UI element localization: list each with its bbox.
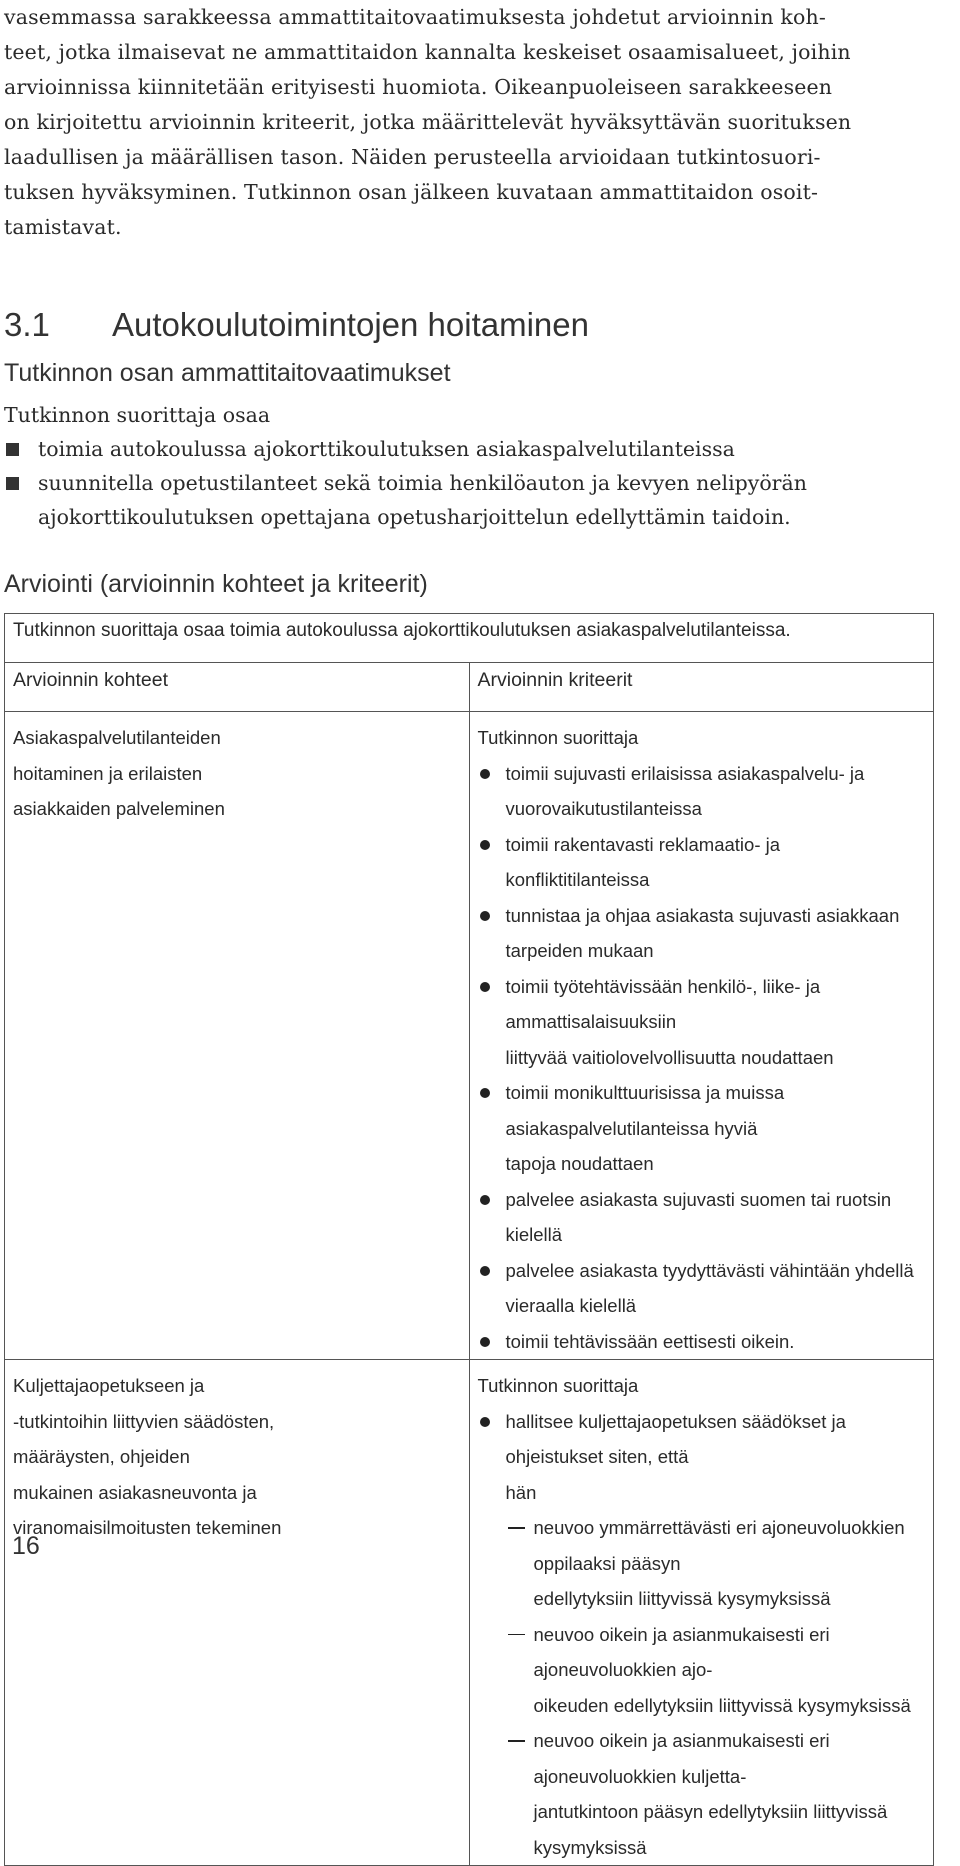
bullet-icon <box>480 1337 490 1347</box>
intro-paragraph <box>4 0 936 245</box>
skill-line: ajokorttikoulutuksen opettajana opetusharjoittelun edellyttämin taidoin. <box>38 505 791 529</box>
criterion-line: hän <box>505 1481 537 1503</box>
criterion-line: tapoja noudattaen <box>505 1153 654 1174</box>
intro-line: tamistavat. <box>4 215 122 239</box>
criterion-line: palvelee asiakasta sujuvasti suomen tai ruotsin kielellä <box>505 1188 892 1245</box>
list-item <box>478 1404 926 1866</box>
subsection-heading: Tutkinnon osan ammattitaitovaatimukset <box>4 359 451 387</box>
criterion-line: hallitsee kuljettajaopetuksen säädökset ja ohjeistukset siten, että <box>505 1410 846 1467</box>
bullet-icon <box>480 1088 490 1098</box>
list-item <box>506 1617 926 1724</box>
criteria-list <box>478 1404 926 1866</box>
skills-list <box>4 432 934 534</box>
target-line: määräysten, ohjeiden <box>13 1446 190 1467</box>
skills-lead: Tutkinnon suorittaja osaa <box>4 403 271 427</box>
criterion-line: tunnistaa ja ohjaa asiakasta sujuvasti asiakkaan tarpeiden mukaan <box>505 904 900 961</box>
list-item <box>478 969 926 1076</box>
criterion-line: liittyvää vaitiolovelvollisuutta noudattaen <box>505 1046 834 1068</box>
sub-criterion-line: neuvoo oikein ja asianmukaisesti eri ajoneuvoluokkien ajo- <box>533 1623 830 1680</box>
intro-line: arvioinnissa kiinnitetään erityisesti huomiota. Oikeanpuoleiseen sarakkeeseen <box>4 75 833 99</box>
criteria-lead: Tutkinnon suorittaja <box>477 1375 639 1396</box>
target-line: viranomaisilmoitusten tekeminen <box>13 1517 282 1538</box>
bullet-icon <box>480 840 490 850</box>
criteria-cell <box>469 1360 934 1866</box>
table-row <box>5 1360 934 1866</box>
criterion-line: toimii monikulttuurisissa ja muissa asiakaspalvelutilanteissa hyviä <box>505 1082 785 1139</box>
table-title-row <box>5 614 934 663</box>
bullet-icon <box>480 769 490 779</box>
intro-line: teet, jotka ilmaisevat ne ammattitaidon kannalta keskeiset osaamisalueet, joihin <box>4 40 851 64</box>
criteria-list <box>478 756 926 1360</box>
sub-criterion-line: jantutkintoon pääsyn edellytyksiin liittyvissä kysymyksissä <box>533 1801 888 1858</box>
list-item <box>478 827 926 898</box>
criterion-line: toimii sujuvasti erilaisissa asiakaspalvelu- ja vuorovaikutustilanteissa <box>505 762 865 819</box>
sub-criterion-line: oikeuden edellytyksiin liittyvissä kysymyksissä <box>533 1694 911 1716</box>
list-item <box>4 432 934 466</box>
evaluation-heading: Arviointi (arvioinnin kohteet ja kriteerit) <box>4 570 428 598</box>
criterion-line: palvelee asiakasta tyydyttävästi vähintään yhdellä vieraalla kielellä <box>505 1259 914 1316</box>
list-item <box>478 1253 926 1324</box>
target-line: mukainen asiakasneuvonta ja <box>13 1481 257 1503</box>
section-number: 3.1 <box>4 306 50 343</box>
table-row <box>5 712 934 1360</box>
sub-criterion-line: edellytyksiin liittyvissä kysymyksissä <box>533 1588 831 1609</box>
table-title: Tutkinnon suorittaja osaa toimia autokoulussa ajokorttikoulutuksen asiakaspalvelutilanteissa. <box>5 614 934 663</box>
skill-line: toimia autokoulussa ajokorttikoulutuksen asiakaspalvelutilanteissa <box>38 437 735 461</box>
intro-line: laadullisen ja määrällisen tason. Näiden perusteella arvioidaan tutkintosuori- <box>4 145 821 169</box>
target-line: Kuljettajaopetukseen ja <box>13 1375 205 1396</box>
bullet-icon <box>480 911 490 921</box>
list-item <box>478 898 926 969</box>
list-item <box>506 1510 926 1617</box>
list-item <box>478 756 926 827</box>
criterion-line: toimii rakentavasti reklamaatio- ja konfliktitilanteissa <box>505 833 781 890</box>
skill-line: suunnitella opetustilanteet sekä toimia henkilöauton ja kevyen nelipyörän <box>38 471 807 495</box>
bullet-icon <box>480 1417 490 1427</box>
dash-bullet-icon <box>508 1527 525 1529</box>
target-line: -tutkintoihin liittyvien säädösten, <box>13 1410 275 1432</box>
criteria-lead: Tutkinnon suorittaja <box>477 727 639 748</box>
intro-line: tuksen hyväksyminen. Tutkinnon osan jälkeen kuvataan ammattitaidon osoit- <box>4 180 819 204</box>
column-header-criteria: Arvioinnin kriteerit <box>469 663 934 712</box>
section-title: Autokoulutoimintojen hoitaminen <box>112 306 589 343</box>
target-cell <box>5 712 470 1360</box>
sub-criterion-line: neuvoo oikein ja asianmukaisesti eri ajoneuvoluokkien kuljetta- <box>533 1730 830 1787</box>
bullet-icon <box>480 1266 490 1276</box>
bullet-icon <box>480 1195 490 1205</box>
intro-line: on kirjoitettu arvioinnin kriteerit, jotka määrittelevät hyväksyttävän suorituksen <box>4 110 852 134</box>
column-header-targets: Arvioinnin kohteet <box>5 663 470 712</box>
list-item <box>506 1723 926 1865</box>
criterion-line: toimii tehtävissään eettisesti oikein. <box>505 1330 795 1352</box>
page-number: 16 <box>12 1532 40 1560</box>
list-item <box>478 1182 926 1253</box>
list-item <box>478 1075 926 1182</box>
list-item <box>478 1324 926 1360</box>
sub-criteria-list <box>506 1510 926 1865</box>
square-bullet-icon <box>6 477 19 490</box>
sub-criterion-line: neuvoo ymmärrettävästi eri ajoneuvoluokkien oppilaaksi pääsyn <box>533 1517 905 1574</box>
bullet-icon <box>480 982 490 992</box>
target-line: hoitaminen ja erilaisten <box>13 762 203 784</box>
square-bullet-icon <box>6 443 19 456</box>
table-header-row <box>5 663 934 712</box>
target-cell <box>5 1360 470 1866</box>
criteria-cell <box>469 712 934 1360</box>
target-line: Asiakaspalvelutilanteiden <box>13 727 221 748</box>
target-line: asiakkaiden palveleminen <box>13 798 225 819</box>
dash-bullet-icon <box>508 1740 525 1742</box>
criterion-line: toimii työtehtävissään henkilö-, liike- ja ammattisalaisuuksiin <box>505 975 821 1032</box>
intro-line: vasemmassa sarakkeessa ammattitaitovaatimuksesta johdetut arvioinnin koh- <box>4 5 826 29</box>
section-heading <box>4 305 589 345</box>
list-item <box>4 466 934 534</box>
dash-bullet-icon <box>508 1634 525 1636</box>
criteria-table <box>4 613 934 1866</box>
